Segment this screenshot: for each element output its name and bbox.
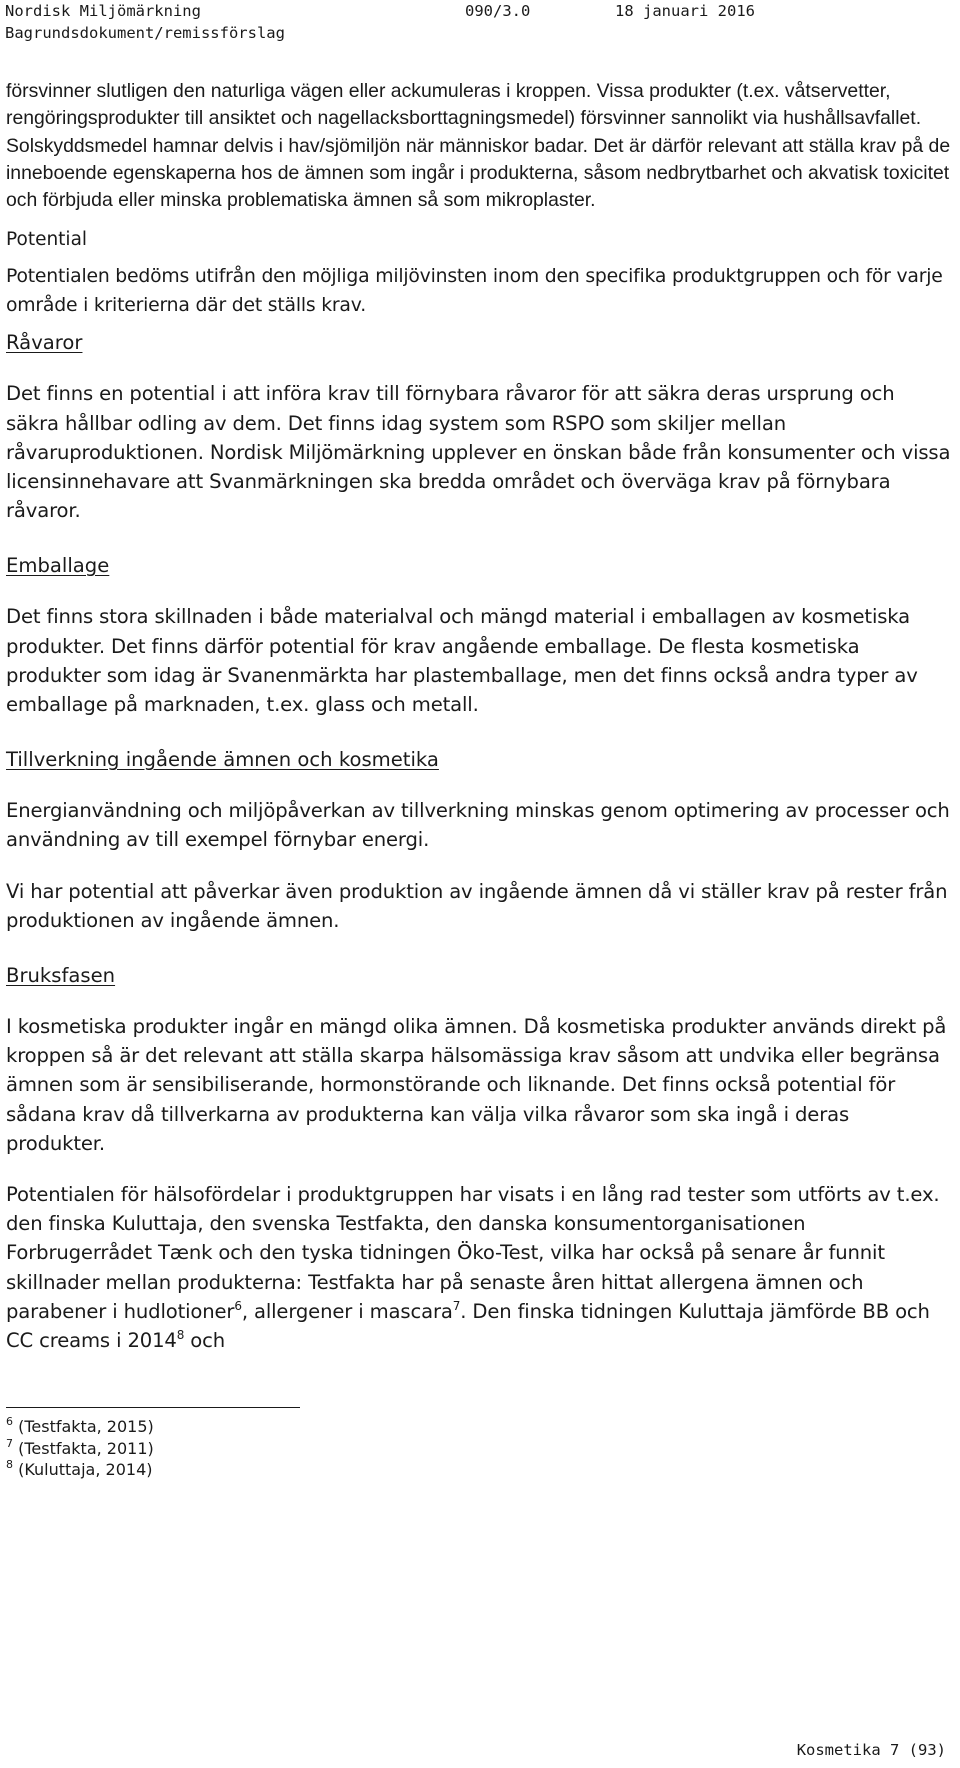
heading-potential: Potential bbox=[6, 229, 88, 251]
bruksfasen-text-2b: , allergener i mascara bbox=[241, 1299, 453, 1323]
header-doc-type: Bagrundsdokument/remissförslag bbox=[5, 24, 285, 42]
header-organization: Nordisk Miljömärkning bbox=[5, 2, 201, 20]
heading-tillverkning: Tillverkning ingående ämnen och kosmetika bbox=[6, 748, 439, 772]
footnote-ref-8[interactable]: 8 bbox=[176, 1327, 185, 1342]
footnote-item bbox=[6, 1416, 406, 1438]
footnotes bbox=[6, 1416, 406, 1481]
footnote-separator bbox=[6, 1407, 300, 1408]
intro-paragraph: försvinner slutligen den naturliga vägen eller ackumuleras i kroppen. Vissa produkter (t.ex. våtservetter, rengöringsprodukter till ansiktet och nagellacksborttagningsmedel) försvinner sannolikt via hushållsavfallet. Solskyddsmedel hamnar delvis i hav/sjömiljön när människor badar. Det är därför relevant att ställa krav på de inneboende egenskaperna hos de ämnen som ingår i produkterna, såsom nedbrytbarhet och akvatisk toxicitet och förbjuda eller minska problematiska ämnen så som mikroplaster. bbox=[6, 80, 951, 212]
ravaror-text: Det finns en potential i att införa krav till förnybara råvaror för att säkra deras ursprung och säkra hållbar odling av dem. Det finns idag system som RSPO som skiljer mellan råvaruproduktionen. Nordisk Miljömärkning upplever en önskan både från konsumenter och vissa licensinnehavare att Svanmärkningen ska bredda området och överväga krav på förnybara råvaror. bbox=[6, 382, 951, 523]
bruksfasen-text-2d: och bbox=[184, 1328, 226, 1352]
bruksfasen-text-2a: Potentialen för hälsofördelar i produktgruppen har visats i en lång rad tester som utförts av t.ex. den finska Kuluttaja, den svenska Testfakta, den danska konsumentorganisationen Forbrugerrådet Tænk och den tyska tidningen Öko-Test, vilka har också på senare år funnit skillnader mellan produkterna: Testfakta har på senaste åren hittat allergena ämnen och parabener i hudlotioner bbox=[6, 1182, 940, 1323]
footnote-number: 7 bbox=[6, 1436, 13, 1450]
header-row-1 bbox=[5, 0, 950, 22]
footnote-ref-7[interactable]: 7 bbox=[452, 1298, 461, 1313]
heading-bruksfasen: Bruksfasen bbox=[6, 963, 116, 987]
footnote-ref-6[interactable]: 6 bbox=[234, 1298, 242, 1313]
tillverkning-text-1: Energianvändning och miljöpåverkan av tillverkning minskas genom optimering av processer och användning av till exempel förnybar energi. bbox=[6, 799, 950, 852]
tillverkning-text-2: Vi har potential att påverkar även produktion av ingående ämnen då vi ställer krav på rester från produktionen av ingående ämnen. bbox=[6, 879, 948, 932]
heading-emballage: Emballage bbox=[6, 554, 110, 578]
document-body bbox=[6, 78, 951, 1355]
footnote-text: (Testfakta, 2011) bbox=[13, 1438, 154, 1458]
bruksfasen-text-2 bbox=[6, 1180, 951, 1355]
footnote-text: (Testfakta, 2015) bbox=[13, 1417, 154, 1436]
page-header bbox=[5, 0, 950, 52]
footnote-number: 6 bbox=[6, 1415, 13, 1428]
bruksfasen-text-1: I kosmetiska produkter ingår en mängd olika ämnen. Då kosmetiska produkter används direkt på kroppen så är det relevant att ställa skarpa hälsomässiga krav såsom att undvika eller begränsa ämnen som är sensibiliserande, hormonstörande och liknande. Det finns också potential för sådana krav då tillverkarna av produkterna kan välja vilka råvaror som ska ingå i deras produkter. bbox=[6, 1014, 947, 1155]
footnote-number: 8 bbox=[6, 1458, 13, 1471]
bruksfasen-text-2c: . Den finska tidningen Kuluttaja jämförde BB och CC creams i 2014 bbox=[6, 1299, 930, 1352]
header-version: 090/3.0 bbox=[465, 2, 531, 20]
footnote-item bbox=[6, 1438, 406, 1460]
heading-ravaror: Råvaror bbox=[6, 331, 83, 355]
footnote-text: (Kuluttaja, 2014) bbox=[13, 1460, 153, 1479]
header-date: 18 januari 2016 bbox=[615, 2, 755, 20]
emballage-text: Det finns stora skillnaden i både materialval och mängd material i emballagen av kosmetiska produkter. Det finns därför potential för krav angående emballage. De flesta kosmetiska produkter som idag är Svanenmärkta har plastemballage, men det finns också andra typer av emballage på marknaden, t.ex. glass och metall. bbox=[6, 605, 918, 716]
potential-text: Potentialen bedöms utifrån den möjliga miljövinsten inom den specifika produktgruppen och för varje område i kriterierna där det ställs krav. bbox=[6, 266, 943, 316]
header-row-2 bbox=[5, 22, 950, 44]
page-footer bbox=[797, 1740, 946, 1760]
page-number: Kosmetika 7 (93) bbox=[796, 1741, 946, 1759]
footnote-item bbox=[6, 1459, 406, 1481]
